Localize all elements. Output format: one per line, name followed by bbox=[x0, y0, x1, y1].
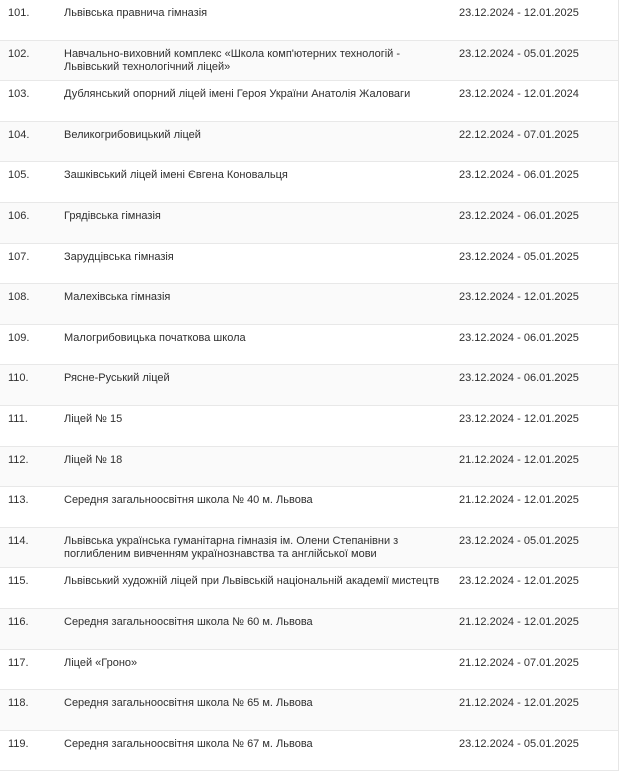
school-name: Середня загальноосвітня школа № 60 м. Львова bbox=[64, 615, 313, 628]
school-name: Великогрибовицький ліцей bbox=[64, 128, 201, 141]
row-number: 107. bbox=[8, 250, 30, 263]
holiday-period: 21.12.2024 - 12.01.2025 bbox=[459, 453, 579, 466]
school-name: Львівський художній ліцей при Львівській національній академії мистецтв bbox=[64, 575, 440, 588]
table-row bbox=[0, 325, 618, 366]
row-number: 101. bbox=[8, 7, 30, 19]
row-number: 114. bbox=[8, 534, 29, 547]
row-number: 109. bbox=[8, 331, 30, 344]
table-row bbox=[0, 528, 618, 569]
row-number: 110. bbox=[8, 372, 29, 385]
school-name: Середня загальноосвітня школа № 40 м. Львова bbox=[64, 494, 313, 507]
row-number: 113. bbox=[8, 494, 29, 507]
holiday-period: 23.12.2024 - 05.01.2025 bbox=[459, 47, 579, 60]
table-row bbox=[0, 487, 618, 528]
table-row bbox=[0, 203, 618, 244]
row-number: 104. bbox=[8, 128, 30, 141]
table-row bbox=[0, 406, 618, 447]
table-row bbox=[0, 690, 618, 731]
school-name: Ліцей № 18 bbox=[64, 453, 123, 466]
table-row bbox=[0, 609, 618, 650]
holiday-period: 23.12.2024 - 12.01.2025 bbox=[459, 7, 579, 19]
school-name: Малехівська гімназія bbox=[64, 291, 171, 304]
holiday-period: 23.12.2024 - 05.01.2025 bbox=[459, 250, 579, 263]
row-number: 102. bbox=[8, 47, 30, 60]
holiday-period: 21.12.2024 - 12.01.2025 bbox=[459, 615, 579, 628]
row-number: 115. bbox=[8, 575, 29, 588]
holiday-period: 21.12.2024 - 07.01.2025 bbox=[459, 656, 579, 669]
holiday-period: 23.12.2024 - 06.01.2025 bbox=[459, 209, 579, 222]
table-row bbox=[0, 365, 618, 406]
school-name: Середня загальноосвітня школа № 65 м. Львова bbox=[64, 697, 313, 710]
holiday-period: 22.12.2024 - 07.01.2025 bbox=[459, 128, 579, 141]
row-number: 117. bbox=[8, 656, 29, 669]
holiday-period: 23.12.2024 - 12.01.2025 bbox=[459, 291, 579, 304]
row-number: 112. bbox=[8, 453, 29, 466]
table-row bbox=[0, 568, 618, 609]
school-name: Грядівська гімназія bbox=[64, 209, 161, 222]
holiday-period: 23.12.2024 - 12.01.2025 bbox=[459, 575, 579, 588]
holiday-period: 23.12.2024 - 06.01.2025 bbox=[459, 331, 579, 344]
table-row bbox=[0, 162, 618, 203]
row-number: 105. bbox=[8, 169, 30, 182]
school-name: Зашківський ліцей імені Євгена Коновальця bbox=[64, 169, 288, 182]
holiday-period: 23.12.2024 - 12.01.2024 bbox=[459, 88, 579, 101]
school-name: Малогрибовицька початкова школа bbox=[64, 331, 246, 344]
holiday-period: 23.12.2024 - 05.01.2025 bbox=[459, 737, 579, 750]
table-row bbox=[0, 81, 618, 122]
holiday-period: 23.12.2024 - 06.01.2025 bbox=[459, 169, 579, 182]
table-row bbox=[0, 650, 618, 691]
school-name: Середня загальноосвітня школа № 67 м. Львова bbox=[64, 737, 313, 750]
row-number: 119. bbox=[8, 737, 29, 750]
school-name: Ліцей «Гроно» bbox=[64, 656, 138, 669]
holiday-period: 21.12.2024 - 12.01.2025 bbox=[459, 697, 579, 710]
school-name: Рясне-Руський ліцей bbox=[64, 372, 170, 385]
row-number: 111. bbox=[8, 412, 28, 425]
row-number: 116. bbox=[8, 615, 29, 628]
school-name: Львівська правнича гімназія bbox=[64, 7, 208, 19]
table-row bbox=[0, 122, 618, 163]
row-number: 118. bbox=[8, 697, 29, 710]
school-name: Дублянський опорний ліцей імені Героя України Анатолія Жаловаги bbox=[64, 88, 411, 101]
row-number: 106. bbox=[8, 209, 30, 222]
row-number: 103. bbox=[8, 88, 30, 101]
row-number: 108. bbox=[8, 291, 30, 304]
table-row bbox=[0, 41, 618, 82]
school-name: Навчально-виховний комплекс «Школа комп'ютерних технологій - Львівський технологічний ліцей» bbox=[64, 47, 401, 73]
holiday-period: 23.12.2024 - 12.01.2025 bbox=[459, 412, 579, 425]
school-name: Ліцей № 15 bbox=[64, 412, 123, 425]
table-row bbox=[0, 0, 618, 41]
school-name: Львівська українська гуманітарна гімназія ім. Олени Степанівни з поглибленим вивченням українознавства та англійської мови bbox=[64, 534, 399, 560]
school-name: Зарудцівська гімназія bbox=[64, 250, 174, 263]
holiday-period: 23.12.2024 - 06.01.2025 bbox=[459, 372, 579, 385]
table-row bbox=[0, 731, 618, 771]
table-row bbox=[0, 284, 618, 325]
holiday-period: 23.12.2024 - 05.01.2025 bbox=[459, 534, 579, 547]
table-row bbox=[0, 447, 618, 488]
table-row bbox=[0, 244, 618, 285]
holiday-period: 21.12.2024 - 12.01.2025 bbox=[459, 494, 579, 507]
